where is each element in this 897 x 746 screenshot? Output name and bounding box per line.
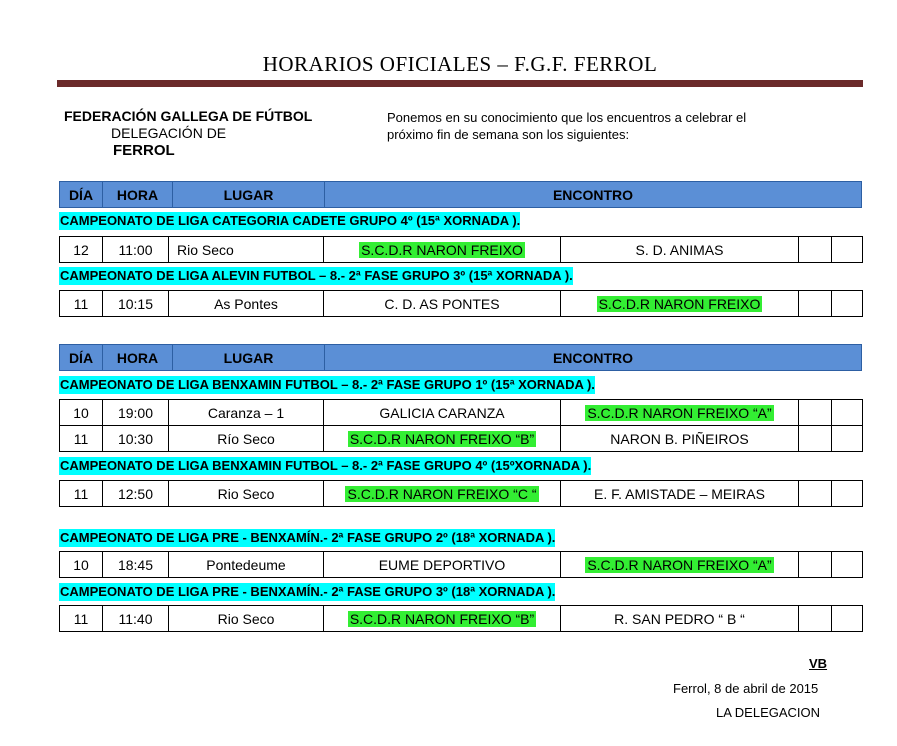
match-day: 11	[60, 291, 103, 316]
page-title: HORARIOS OFICIALES – F.G.F. FERROL	[262, 52, 658, 76]
intro-line-1: Ponemos en su conocimiento que los encuentros a celebrar el	[387, 110, 747, 125]
away-team: R. SAN PEDRO “ B “	[561, 606, 799, 631]
home-team: S.C.D.R NARON FREIXO “C “	[347, 485, 537, 502]
match-time: 10:15	[103, 291, 169, 316]
intro-text	[387, 109, 746, 143]
empty-cell	[799, 552, 832, 577]
organization-block	[64, 108, 312, 159]
home-team: EUME DEPORTIVO	[324, 552, 561, 577]
match-time: 18:45	[103, 552, 169, 577]
away-team: S.C.D.R NARON FREIXO “A”	[587, 556, 772, 573]
match-day: 11	[60, 426, 103, 451]
header-encontro: ENCONTRO	[552, 349, 634, 366]
match-venue: Caranza – 1	[169, 400, 324, 425]
match-row	[59, 236, 863, 263]
category-heading: CAMPEONATO DE LIGA PRE - BENXAMÍN.- 2ª FASE GRUPO 3º (18ª XORNADA ).	[60, 584, 556, 599]
org-city: FERROL	[113, 142, 175, 159]
match-row	[59, 551, 863, 578]
empty-cell	[799, 606, 832, 631]
match-day: 11	[60, 481, 103, 506]
away-team: S.C.D.R NARON FREIXO	[598, 295, 761, 312]
empty-cell	[832, 400, 862, 425]
home-team: S.C.D.R NARON FREIXO	[361, 241, 523, 258]
match-venue: Pontedeume	[169, 552, 324, 577]
empty-cell	[799, 291, 832, 316]
org-delegation: DELEGACIÓN DE	[111, 125, 227, 141]
home-team: S.C.D.R NARON FREIXO “B”	[349, 430, 535, 447]
match-time: 12:50	[103, 481, 169, 506]
match-venue: Río Seco	[169, 426, 324, 451]
match-day: 11	[60, 606, 103, 631]
empty-cell	[832, 426, 862, 451]
table-header	[59, 181, 862, 208]
category-heading: CAMPEONATO DE LIGA PRE - BENXAMÍN.- 2ª FASE GRUPO 2º (18ª XORNADA ).	[60, 530, 556, 545]
match-row	[59, 605, 863, 632]
empty-cell	[832, 291, 862, 316]
empty-cell	[832, 552, 862, 577]
category-heading: CAMPEONATO DE LIGA BENXAMIN FUTBOL – 8.- 2ª FASE GRUPO 1º (15ª XORNADA ).	[60, 377, 595, 392]
table-header	[59, 344, 862, 371]
empty-cell	[799, 426, 832, 451]
away-team: E. F. AMISTADE – MEIRAS	[561, 481, 799, 506]
header-hora: HORA	[103, 182, 173, 207]
header-encontro: ENCONTRO	[552, 186, 634, 203]
match-venue: Rio Seco	[169, 237, 324, 262]
match-time: 19:00	[103, 400, 169, 425]
header-lugar: LUGAR	[173, 345, 325, 370]
away-team: NARON B. PIÑEIROS	[561, 426, 799, 451]
header-dia: DÍA	[60, 345, 103, 370]
match-time: 11:00	[103, 237, 169, 262]
header-dia: DÍA	[60, 182, 103, 207]
title-rule	[57, 80, 863, 87]
away-team: S. D. ANIMAS	[561, 237, 799, 262]
empty-cell	[799, 481, 832, 506]
match-row	[59, 425, 863, 452]
home-team: GALICIA CARANZA	[324, 400, 561, 425]
empty-cell	[832, 237, 862, 262]
match-day: 10	[60, 400, 103, 425]
header-hora: HORA	[103, 345, 173, 370]
vb-mark: VB	[809, 656, 828, 671]
match-day: 10	[60, 552, 103, 577]
org-name: FEDERACIÓN GALLEGA DE FÚTBOL	[64, 108, 313, 124]
empty-cell	[799, 237, 832, 262]
home-team: C. D. AS PONTES	[324, 291, 561, 316]
signature: LA DELEGACION	[716, 705, 821, 720]
match-day: 12	[60, 237, 103, 262]
match-venue: Rio Seco	[169, 606, 324, 631]
match-venue: As Pontes	[169, 291, 324, 316]
empty-cell	[832, 606, 862, 631]
match-row	[59, 290, 863, 317]
empty-cell	[832, 481, 862, 506]
place-date: Ferrol, 8 de abril de 2015	[673, 681, 819, 696]
category-heading: CAMPEONATO DE LIGA ALEVIN FUTBOL – 8.- 2ª FASE GRUPO 3º (15ª XORNADA ).	[60, 268, 573, 283]
category-heading: CAMPEONATO DE LIGA CATEGORIA CADETE GRUPO 4º (15ª XORNADA ).	[60, 213, 521, 228]
header-lugar: LUGAR	[173, 182, 325, 207]
intro-line-2: próximo fin de semana son los siguientes:	[387, 127, 630, 142]
match-time: 11:40	[103, 606, 169, 631]
away-team: S.C.D.R NARON FREIXO “A”	[587, 404, 772, 421]
empty-cell	[799, 400, 832, 425]
category-heading: CAMPEONATO DE LIGA BENXAMIN FUTBOL – 8.- 2ª FASE GRUPO 4º (15ºXORNADA ).	[60, 458, 592, 473]
match-row	[59, 399, 863, 426]
match-time: 10:30	[103, 426, 169, 451]
home-team: S.C.D.R NARON FREIXO “B”	[349, 610, 535, 627]
match-row	[59, 480, 863, 507]
match-venue: Rio Seco	[169, 481, 324, 506]
